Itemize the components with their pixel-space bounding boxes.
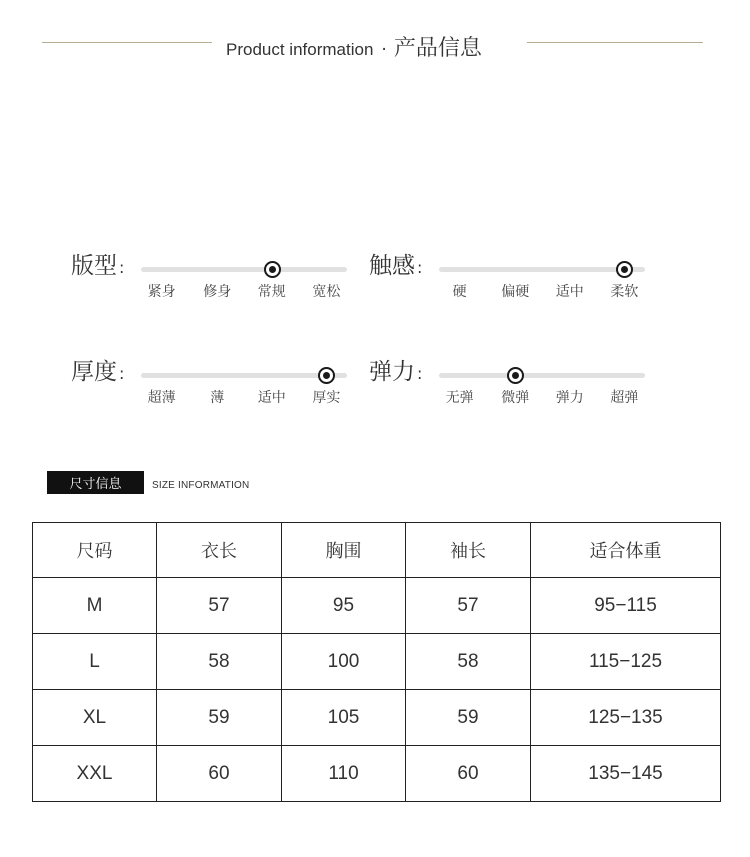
attr-elasticity <box>369 353 659 413</box>
table-cell: 115−125 <box>531 634 721 690</box>
table-cell: 95 <box>282 578 406 634</box>
attr-level: 超薄 <box>147 390 176 406</box>
table-cell: L <box>33 634 157 690</box>
section-title-cn: 产品信息 <box>393 36 482 61</box>
table-row <box>33 634 721 690</box>
size-info-subtitle: SIZE INFORMATION <box>152 480 250 491</box>
attr-scale-track <box>141 267 347 272</box>
table-cell: M <box>33 578 157 634</box>
attr-thickness <box>71 353 361 413</box>
attr-label: 触感 : <box>369 253 423 279</box>
attr-label: 版型 : <box>71 253 125 279</box>
table-cell: XXL <box>33 746 157 802</box>
header-divider-right <box>527 42 703 43</box>
table-cell: 100 <box>282 634 406 690</box>
attr-level: 紧身 <box>147 284 176 300</box>
table-header-cell: 袖长 <box>406 523 531 578</box>
table-header-cell: 衣长 <box>157 523 282 578</box>
attr-scale-marker <box>507 367 524 384</box>
attr-level: 无弹 <box>445 390 474 406</box>
table-header-cell: 胸围 <box>282 523 406 578</box>
table-cell: 125−135 <box>531 690 721 746</box>
attr-scale-track <box>141 373 347 378</box>
attr-levels <box>439 387 645 405</box>
attr-scale-track <box>439 373 645 378</box>
attr-touch <box>369 247 659 307</box>
attr-level: 适中 <box>257 390 286 406</box>
attr-level: 柔软 <box>610 284 639 300</box>
table-cell: 60 <box>157 746 282 802</box>
attr-levels <box>439 281 645 299</box>
attr-scale-marker <box>318 367 335 384</box>
table-row <box>33 690 721 746</box>
table-header-cell: 尺码 <box>33 523 157 578</box>
table-cell: 57 <box>157 578 282 634</box>
attr-label: 厚度 : <box>71 359 125 385</box>
table-cell: 60 <box>406 746 531 802</box>
table-cell: XL <box>33 690 157 746</box>
attr-level: 弹力 <box>555 390 584 406</box>
attr-level: 宽松 <box>312 284 341 300</box>
size-table <box>32 522 721 802</box>
attr-scale-marker <box>264 261 281 278</box>
table-cell: 57 <box>406 578 531 634</box>
table-header-row <box>33 523 721 578</box>
attr-level: 偏硬 <box>501 284 530 300</box>
attr-level: 修身 <box>203 284 232 300</box>
attr-level: 厚实 <box>312 390 341 406</box>
attr-level: 薄 <box>210 390 225 406</box>
attr-level: 适中 <box>555 284 584 300</box>
table-cell: 110 <box>282 746 406 802</box>
table-row <box>33 746 721 802</box>
attr-level: 超弹 <box>610 390 639 406</box>
table-cell: 105 <box>282 690 406 746</box>
table-header-cell: 适合体重 <box>531 523 721 578</box>
header-divider-left <box>42 42 212 43</box>
attr-level: 微弹 <box>501 390 530 406</box>
attr-levels <box>141 281 347 299</box>
attr-fit <box>71 247 361 307</box>
attr-scale-track <box>439 267 645 272</box>
attr-level: 常规 <box>257 284 286 300</box>
table-row <box>33 578 721 634</box>
section-title-separator: · <box>381 40 387 60</box>
attr-levels <box>141 387 347 405</box>
table-cell: 59 <box>406 690 531 746</box>
attr-label: 弹力 : <box>369 359 423 385</box>
attr-scale-marker <box>616 261 633 278</box>
table-cell: 95−115 <box>531 578 721 634</box>
section-title-en: Product information <box>226 40 374 59</box>
table-cell: 135−145 <box>531 746 721 802</box>
section-title <box>226 31 482 61</box>
table-cell: 58 <box>157 634 282 690</box>
table-cell: 59 <box>157 690 282 746</box>
attr-level: 硬 <box>452 284 467 300</box>
table-cell: 58 <box>406 634 531 690</box>
size-info-tag: 尺寸信息 <box>47 471 144 494</box>
